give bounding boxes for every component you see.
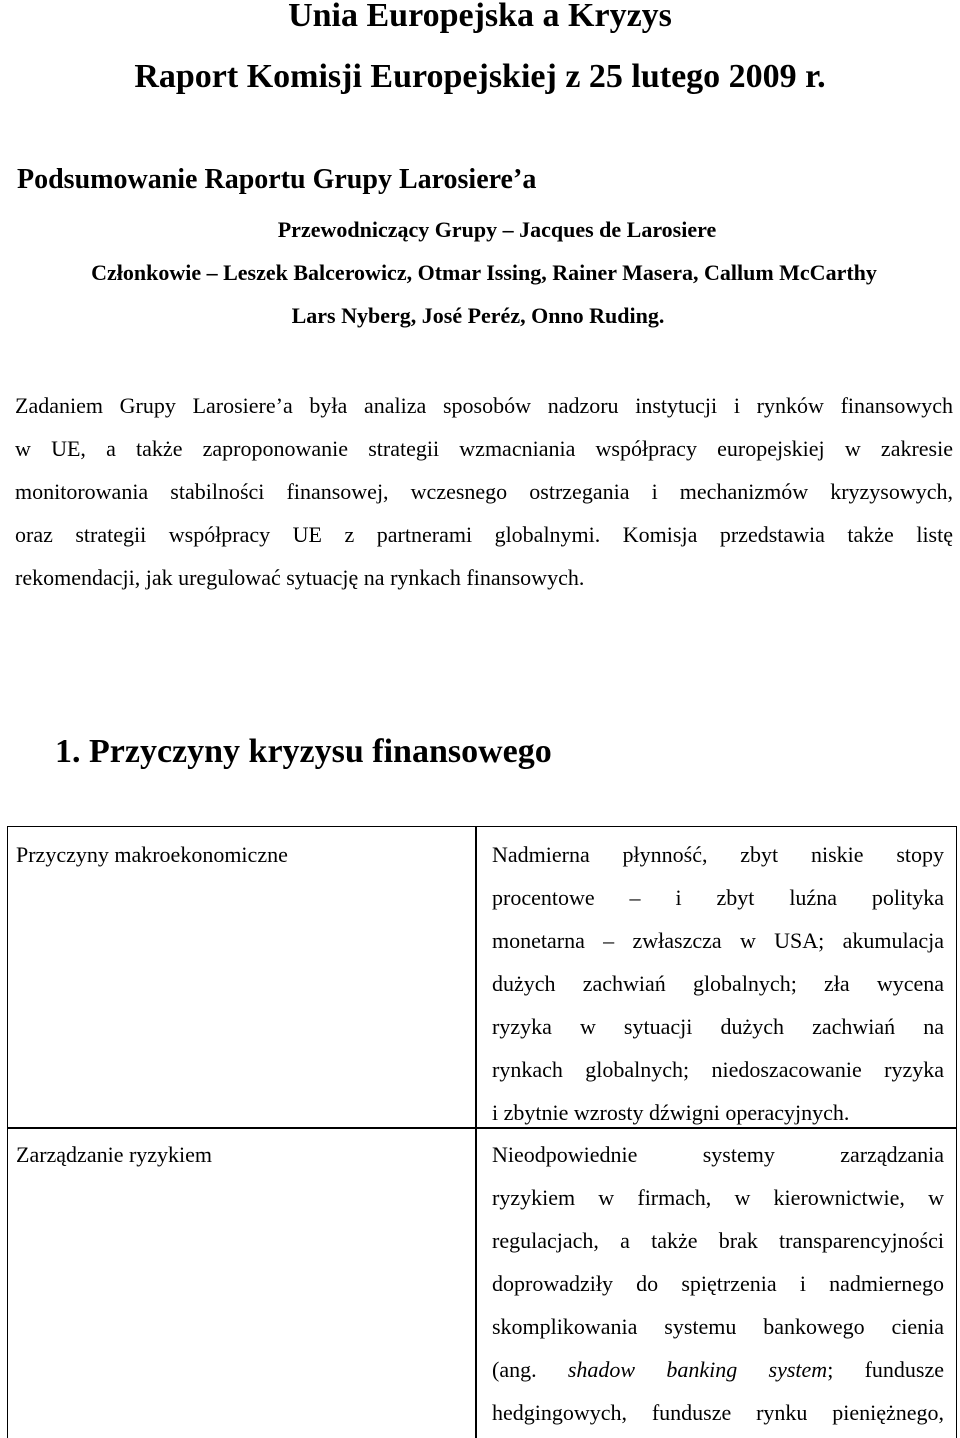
row-label: Przyczyny makroekonomiczne [16, 842, 288, 867]
intro-line: rekomendacji, jak uregulować sytuację na rynkach finansowych. [15, 565, 585, 590]
description-line: Nieodpowiednie systemy zarządzania [492, 1142, 944, 1167]
row-description [492, 1133, 944, 1434]
section-heading: 1. Przyczyny kryzysu finansowego [55, 733, 552, 770]
intro-line: monitorowania stabilności finansowej, wczesnego ostrzegania i mechanizmów kryzysowych, [15, 479, 953, 504]
summary-heading: Podsumowanie Raportu Grupy Larosiere’a [17, 164, 537, 195]
intro-line: Zadaniem Grupy Larosiere’a była analiza sposobów nadzoru instytucji i rynków finansowych [15, 393, 953, 418]
description-line: regulacjach, a także brak transparencyjności [492, 1228, 944, 1253]
description-line: doprowadziły do spiętrzenia i nadmiernego [492, 1271, 944, 1296]
description-line: i zbytnie wzrosty dźwigni operacyjnych. [492, 1100, 850, 1125]
description-line: hedgingowych, fundusze rynku pieniężnego, [492, 1400, 944, 1425]
title-line-1: Unia Europejska a Kryzys [288, 0, 672, 34]
description-line: ryzykiem w firmach, w kierownictwie, w [492, 1185, 944, 1210]
row-label: Zarządzanie ryzykiem [16, 1142, 213, 1167]
intro-line: w UE, a także zaproponowanie strategii wzmacniania współpracy europejskiej w zakresie [15, 436, 953, 461]
description-line [492, 1348, 944, 1391]
description-line: Nadmierna płynność, zbyt niskie stopy [492, 842, 944, 867]
intro-line: oraz strategii współpracy UE z partnerami globalnymi. Komisja przedstawia także listę [15, 522, 953, 547]
group-chair: Przewodniczący Grupy – Jacques de Larosiere [277, 217, 717, 242]
description-line: dużych zachwiań globalnych; zła wycena [492, 971, 944, 996]
italic-term: shadow banking system [567, 1357, 828, 1382]
intro-paragraph [15, 384, 953, 599]
causes-table [7, 826, 957, 1438]
group-members-line-1: Członkowie – Leszek Balcerowicz, Otmar Issing, Rainer Masera, Callum McCarthy [91, 260, 877, 285]
line-prefix: (ang. [492, 1357, 537, 1382]
group-members-line-2: Lars Nyberg, José Peréz, Onno Ruding. [291, 303, 665, 328]
description-line: monetarna – zwłaszcza w USA; akumulacja [492, 928, 944, 953]
table-column-divider [475, 827, 477, 1438]
description-line: rynkach globalnych; niedoszacowanie ryzyka [492, 1057, 944, 1082]
row-description [492, 833, 944, 1134]
line-suffix: ; fundusze [827, 1357, 945, 1382]
description-line: skomplikowania systemu bankowego cienia [492, 1314, 944, 1339]
title-line-2: Raport Komisji Europejskiej z 25 lutego 2009 r. [134, 58, 826, 95]
description-line: ryzyka w sytuacji dużych zachwiań na [492, 1014, 944, 1039]
description-line: procentowe – i zbyt luźna polityka [492, 885, 944, 910]
group-members [0, 208, 960, 337]
